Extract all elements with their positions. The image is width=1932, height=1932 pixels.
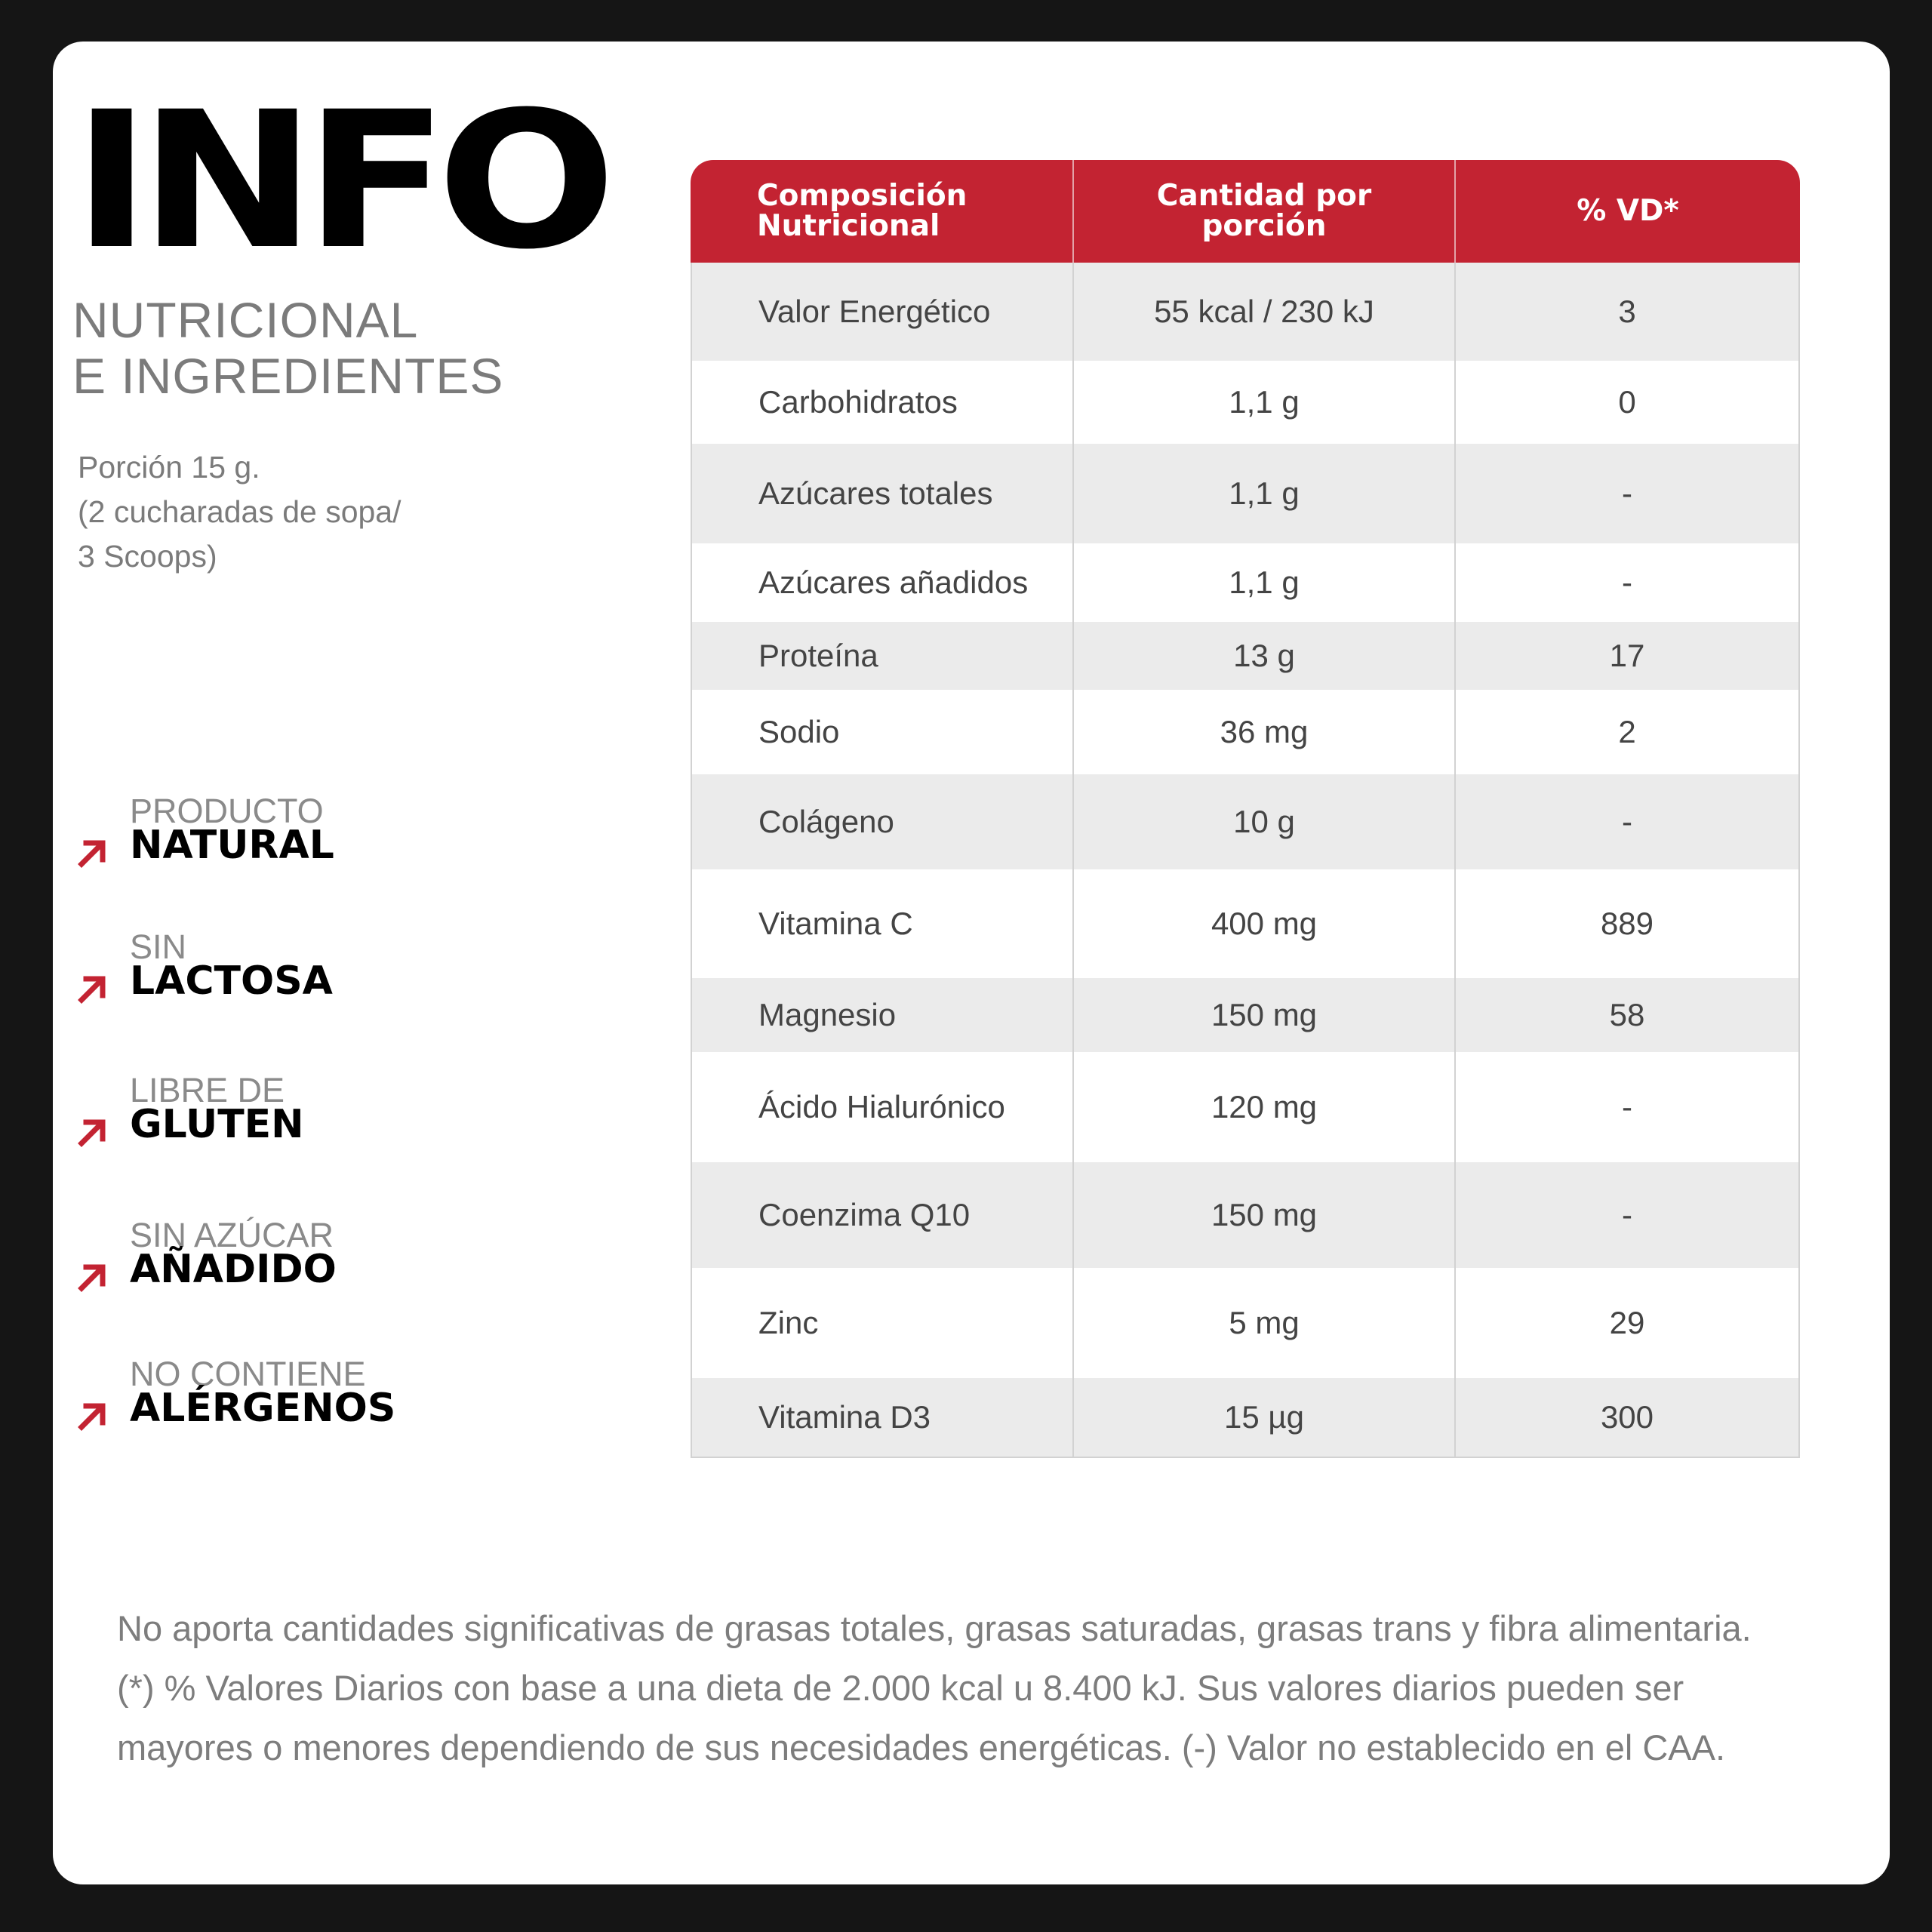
table-row: [691, 1162, 1800, 1268]
table-row: [691, 690, 1800, 774]
table-row: [691, 622, 1800, 690]
claim-big: NATURAL: [130, 823, 334, 868]
nutrient-name: Sodio: [691, 690, 1074, 774]
claim-big: GLUTEN: [130, 1102, 304, 1147]
nutrient-amount: 120 mg: [1074, 1052, 1456, 1162]
nutrient-daily-value: 2: [1456, 690, 1800, 774]
header-composition: [691, 160, 1074, 263]
nutrient-daily-value: -: [1456, 1162, 1800, 1268]
nutrient-amount: 1,1 g: [1074, 361, 1456, 444]
page-subtitle: [72, 292, 503, 404]
table-row: [691, 978, 1800, 1052]
nutrition-table-wrapper: [691, 160, 1800, 1458]
nutrient-name: Valor Energético: [691, 263, 1074, 361]
claim-big: ALÉRGENOS: [130, 1386, 396, 1431]
portion-line-1: Porción 15 g.: [78, 450, 260, 485]
table-row: [691, 263, 1800, 361]
nutrient-daily-value: 0: [1456, 361, 1800, 444]
nutrient-name: Proteína: [691, 622, 1074, 690]
claim-big: AÑADIDO: [130, 1247, 337, 1292]
table-row: [691, 444, 1800, 543]
nutrient-amount: 15 µg: [1074, 1378, 1456, 1458]
header-composition-line-2: Nutricional: [757, 209, 940, 243]
nutrient-name: Azúcares añadidos: [691, 543, 1074, 622]
portion-info: [78, 445, 401, 579]
nutrient-daily-value: -: [1456, 1052, 1800, 1162]
nutrient-daily-value: 29: [1456, 1268, 1800, 1378]
nutrient-daily-value: -: [1456, 444, 1800, 543]
table-row: [691, 1052, 1800, 1162]
table-header: [691, 160, 1800, 263]
table-row: [691, 1378, 1800, 1458]
portion-line-3: 3 Scoops): [78, 539, 217, 574]
nutrient-amount: 5 mg: [1074, 1268, 1456, 1378]
table-row: [691, 869, 1800, 978]
claim-small: SIN AZÚCAR: [130, 1216, 334, 1254]
footnote: [117, 1598, 1853, 1777]
footnote-line-1: No aporta cantidades significativas de grasas totales, grasas saturadas, grasas trans y fibra alimentaria.: [117, 1608, 1752, 1648]
header-amount: [1074, 160, 1456, 263]
table-row: [691, 361, 1800, 444]
arrow-up-right-icon: [75, 835, 109, 869]
nutrient-amount: 55 kcal / 230 kJ: [1074, 263, 1456, 361]
nutrient-name: Magnesio: [691, 978, 1074, 1052]
nutrient-name: Zinc: [691, 1268, 1074, 1378]
claim-natural: [75, 792, 528, 883]
nutrient-daily-value: 3: [1456, 263, 1800, 361]
arrow-up-right-icon: [75, 1260, 109, 1293]
nutrient-name: Vitamina D3: [691, 1378, 1074, 1458]
arrow-up-right-icon: [75, 971, 109, 1004]
claim-small: LIBRE DE: [130, 1071, 285, 1109]
table-header-row: [691, 160, 1800, 263]
nutrient-name: Azúcares totales: [691, 444, 1074, 543]
table-row: [691, 774, 1800, 869]
claim-big: LACTOSA: [130, 958, 333, 1004]
claim-gluten: [75, 1072, 528, 1162]
claim-small: NO CONTIENE: [130, 1355, 366, 1393]
subtitle-line-1: NUTRICIONAL: [72, 292, 419, 348]
nutrient-amount: 1,1 g: [1074, 543, 1456, 622]
subtitle-line-2: E INGREDIENTES: [72, 348, 504, 404]
nutrition-table: [691, 160, 1800, 1458]
nutrient-name: Ácido Hialurónico: [691, 1052, 1074, 1162]
table-row: [691, 1268, 1800, 1378]
nutrient-amount: 150 mg: [1074, 978, 1456, 1052]
footnote-line-2: (*) % Valores Diarios con base a una dieta de 2.000 kcal u 8.400 kJ. Sus valores diarios pueden ser: [117, 1668, 1684, 1708]
page-title: INFO: [72, 71, 605, 291]
nutrient-amount: 10 g: [1074, 774, 1456, 869]
nutrient-amount: 150 mg: [1074, 1162, 1456, 1268]
header-daily-value: % VD*: [1456, 160, 1800, 263]
nutrient-name: Vitamina C: [691, 869, 1074, 978]
nutrient-name: Coenzima Q10: [691, 1162, 1074, 1268]
nutrient-amount: 36 mg: [1074, 690, 1456, 774]
claim-azucar: [75, 1217, 528, 1307]
claim-small: PRODUCTO: [130, 792, 324, 830]
header-amount-line-2: porción: [1201, 209, 1327, 243]
header-composition-line-1: Composición: [757, 179, 968, 213]
nutrient-daily-value: 300: [1456, 1378, 1800, 1458]
claim-small: SIN: [130, 928, 187, 966]
claim-alergenos: [75, 1355, 528, 1446]
nutrient-name: Colágeno: [691, 774, 1074, 869]
claim-lactosa: [75, 928, 528, 1019]
nutrient-amount: 1,1 g: [1074, 444, 1456, 543]
nutrient-amount: 400 mg: [1074, 869, 1456, 978]
nutrient-amount: 13 g: [1074, 622, 1456, 690]
nutrient-daily-value: 58: [1456, 978, 1800, 1052]
nutrient-daily-value: -: [1456, 774, 1800, 869]
table-row: [691, 543, 1800, 622]
header-amount-line-1: Cantidad por: [1156, 179, 1372, 213]
nutrient-daily-value: -: [1456, 543, 1800, 622]
nutrient-daily-value: 17: [1456, 622, 1800, 690]
footnote-line-3: mayores o menores dependiendo de sus necesidades energéticas. (-) Valor no establecido en el CAA.: [117, 1727, 1726, 1767]
portion-line-2: (2 cucharadas de sopa/: [78, 494, 401, 529]
nutrient-daily-value: 889: [1456, 869, 1800, 978]
arrow-up-right-icon: [75, 1398, 109, 1432]
arrow-up-right-icon: [75, 1115, 109, 1148]
table-body: [691, 263, 1800, 1458]
nutrient-name: Carbohidratos: [691, 361, 1074, 444]
